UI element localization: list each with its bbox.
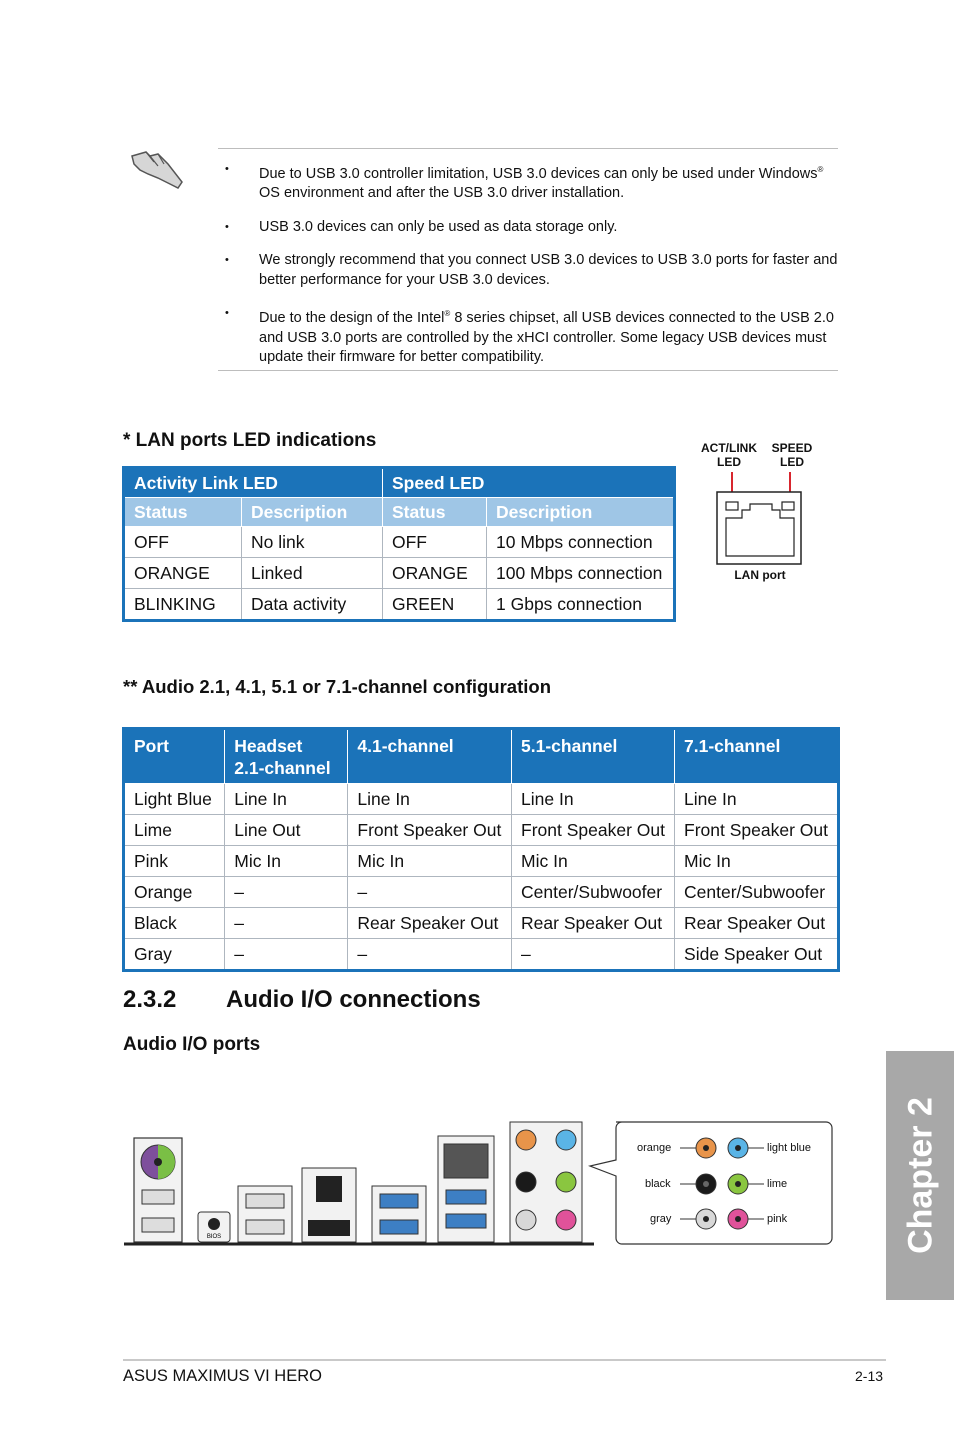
table-cell: Line Out	[225, 815, 348, 846]
table-cell: Line In	[225, 784, 348, 815]
table-row	[124, 877, 839, 908]
lan-heading: * LAN ports LED indications	[123, 430, 377, 451]
table-cell: –	[225, 877, 348, 908]
act-link-led-label: ACT/LINK LED	[701, 441, 757, 469]
table-header: Port	[124, 729, 225, 784]
table-row	[124, 784, 839, 815]
table-cell: Center/Subwoofer	[512, 877, 675, 908]
legend-gray: gray	[650, 1213, 672, 1225]
audio-config-table	[122, 727, 840, 972]
table-cell: Line In	[675, 784, 839, 815]
table-cell: Rear Speaker Out	[675, 908, 839, 939]
table-cell: –	[348, 877, 512, 908]
lan-subheader: Status	[383, 498, 487, 527]
table-cell: Rear Speaker Out	[348, 908, 512, 939]
table-cell: Rear Speaker Out	[512, 908, 675, 939]
lan-led-table	[122, 466, 676, 622]
table-cell: Front Speaker Out	[348, 815, 512, 846]
table-header: 4.1-channel	[348, 729, 512, 784]
table-row	[124, 815, 839, 846]
table-cell: Front Speaker Out	[512, 815, 675, 846]
table-cell: ORANGE	[383, 558, 487, 589]
table-cell: Light Blue	[124, 784, 225, 815]
table-cell: BLINKING	[124, 589, 242, 621]
audio-jack-legend	[588, 1120, 834, 1248]
section-number: 2.3.2	[123, 986, 177, 1013]
table-header: 5.1-channel	[512, 729, 675, 784]
table-header: 7.1-channel	[675, 729, 839, 784]
bios-label: BIOS	[206, 1234, 222, 1240]
lan-group-speed: Speed LED	[383, 468, 675, 498]
note-item: • Due to the design of the Intel® 8 series chipset, all USB devices connected to the USB 2.0 and USB 3.0 ports are controlled by the xHCI controller. Some legacy USB devices must update their firmware for better compatibility.	[222, 304, 838, 367]
legend-black: black	[645, 1178, 671, 1190]
legend-lime: lime	[767, 1178, 788, 1190]
table-cell: –	[512, 939, 675, 971]
speed-led-label: SPEED LED	[771, 441, 813, 469]
lan-subheader: Description	[242, 498, 383, 527]
table-cell: Line In	[512, 784, 675, 815]
footer-rule	[123, 1359, 886, 1361]
lan-subheader: Description	[487, 498, 675, 527]
note-list	[222, 160, 838, 382]
legend-light-blue: light blue	[767, 1142, 812, 1154]
table-cell: Linked	[242, 558, 383, 589]
table-cell: 100 Mbps connection	[487, 558, 675, 589]
table-row	[124, 589, 675, 621]
table-cell: –	[348, 939, 512, 971]
legend-pink: pink	[767, 1213, 788, 1225]
table-row	[124, 939, 839, 971]
section-subtitle: Audio I/O ports	[123, 1034, 261, 1055]
chapter-tab-label: Chapter 2	[901, 1097, 940, 1254]
table-cell: Mic In	[225, 846, 348, 877]
table-cell: Line In	[348, 784, 512, 815]
note-item: • USB 3.0 devices can only be used as data storage only.	[222, 218, 838, 238]
table-cell: Center/Subwoofer	[675, 877, 839, 908]
table-cell: Mic In	[675, 846, 839, 877]
table-cell: –	[225, 939, 348, 971]
table-cell: 1 Gbps connection	[487, 589, 675, 621]
table-cell: Mic In	[512, 846, 675, 877]
table-cell: Orange	[124, 877, 225, 908]
audio-config-heading: ** Audio 2.1, 4.1, 5.1 or 7.1-channel configuration	[123, 676, 551, 697]
table-cell: Front Speaker Out	[675, 815, 839, 846]
table-cell: No link	[242, 527, 383, 558]
table-cell: Lime	[124, 815, 225, 846]
section-title-text: Audio I/O connections	[226, 986, 481, 1013]
footer-page-number: 2-13	[855, 1368, 884, 1384]
note-bottom-rule	[218, 370, 838, 371]
table-cell: Mic In	[348, 846, 512, 877]
table-row	[124, 558, 675, 589]
table-cell: OFF	[383, 527, 487, 558]
lan-group-activity: Activity Link LED	[124, 468, 383, 498]
table-cell: Black	[124, 908, 225, 939]
table-cell: Gray	[124, 939, 225, 971]
table-cell: GREEN	[383, 589, 487, 621]
note-item: • Due to USB 3.0 controller limitation, USB 3.0 devices can only be used under Windows® OS environment and after the USB 3.0 driver installation.	[222, 160, 838, 204]
legend-orange: orange	[637, 1142, 672, 1154]
chapter-tab	[886, 1051, 954, 1300]
table-cell: –	[225, 908, 348, 939]
table-row	[124, 908, 839, 939]
table-cell: Side Speaker Out	[675, 939, 839, 971]
rear-io-panel-illustration	[122, 1116, 596, 1248]
table-cell: OFF	[124, 527, 242, 558]
lan-port-diagram	[714, 470, 804, 566]
footer-product-name: ASUS MAXIMUS VI HERO	[123, 1367, 322, 1385]
table-row	[124, 846, 839, 877]
table-cell: 10 Mbps connection	[487, 527, 675, 558]
table-cell: Pink	[124, 846, 225, 877]
lan-subheader: Status	[124, 498, 242, 527]
note-item: • We strongly recommend that you connect USB 3.0 devices to USB 3.0 ports for faster and better performance for your USB 3.0 devices.	[222, 251, 838, 290]
note-top-rule	[218, 148, 838, 149]
table-cell: ORANGE	[124, 558, 242, 589]
lan-port-label: LAN port	[734, 568, 786, 582]
table-header: Headset 2.1-channel	[225, 729, 348, 784]
table-cell: Data activity	[242, 589, 383, 621]
section-title	[123, 986, 481, 1014]
hand-note-icon	[128, 148, 186, 194]
table-row	[124, 527, 675, 558]
